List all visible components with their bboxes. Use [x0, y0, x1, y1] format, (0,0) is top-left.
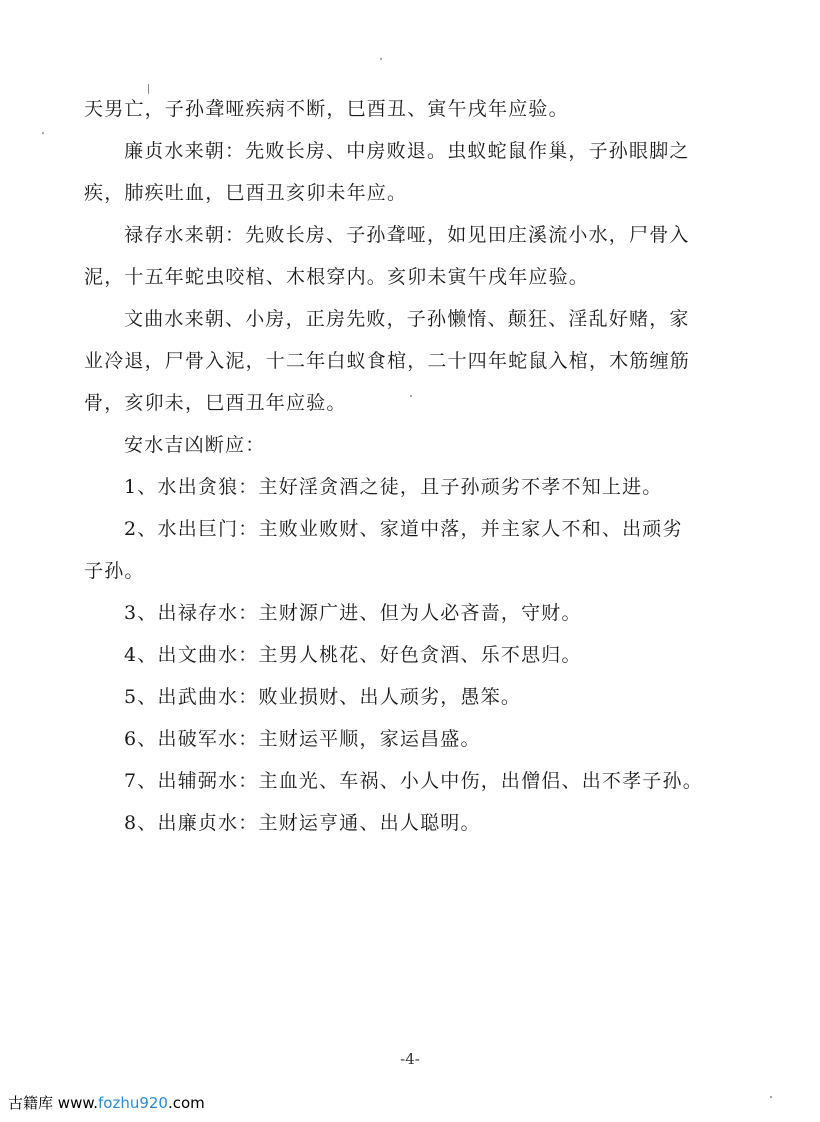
list-item: 3、出禄存水：主财源广进、但为人必吝啬，守财。 — [124, 602, 582, 624]
footer-watermark — [8, 1092, 205, 1113]
text-line: 子孙。 — [84, 560, 145, 582]
site-name: 古籍库 — [8, 1094, 54, 1112]
text-line: 骨，亥卯未，巳酉丑年应验。 — [84, 392, 347, 414]
text-line: 疾，肺疾吐血，巳酉丑亥卯未年应。 — [84, 182, 408, 204]
list-item: 5、出武曲水：败业损财、出人顽劣，愚笨。 — [124, 686, 522, 708]
site-url-suffix: .com — [167, 1094, 205, 1112]
site-url-prefix: www. — [57, 1094, 98, 1112]
list-item: 2、水出巨门：主败业败财、家道中落，并主家人不和、出顽劣 — [124, 518, 683, 540]
scan-speck — [380, 58, 382, 60]
text-line: 廉贞水来朝：先败长房、中房败退。虫蚁蛇鼠作巢，子孙眼脚之 — [124, 140, 690, 162]
list-item: 4、出文曲水：主男人桃花、好色贪酒、乐不思归。 — [124, 644, 582, 666]
text-line: 禄存水来朝：先败长房、子孙聋哑，如见田庄溪流小水，尸骨入 — [124, 224, 690, 246]
scan-speck — [410, 395, 412, 397]
page-number: -4- — [400, 1050, 420, 1068]
scan-speck — [42, 132, 44, 134]
site-url-accent: fozhu920 — [98, 1094, 168, 1112]
text-line: 业冷退，尸骨入泥，十二年白蚁食棺，二十四年蛇鼠入棺，木筋缠筋 — [84, 350, 691, 372]
text-line: 泥，十五年蛇虫咬棺、木根穿内。亥卯未寅午戌年应验。 — [84, 266, 590, 288]
list-item: 1、水出贪狼：主好淫贪酒之徒，且子孙顽劣不孝不知上进。 — [124, 476, 663, 498]
text-line: 天男亡，子孙聋哑疾病不断，巳酉丑、寅午戌年应验。 — [84, 98, 569, 120]
section-heading: 安水吉凶断应： — [124, 434, 266, 456]
body-text — [84, 88, 754, 844]
scan-speck — [148, 84, 149, 94]
list-item: 8、出廉贞水：主财运亨通、出人聪明。 — [124, 812, 481, 834]
text-line: 文曲水来朝、小房，正房先败，子孙懒惰、颠狂、淫乱好赌，家 — [124, 308, 690, 330]
list-item: 7、出辅弼水：主血光、车祸、小人中伤，出僧侣、出不孝子孙。 — [124, 770, 703, 792]
scan-speck — [770, 1096, 772, 1098]
list-item: 6、出破军水：主财运平顺，家运昌盛。 — [124, 728, 481, 750]
